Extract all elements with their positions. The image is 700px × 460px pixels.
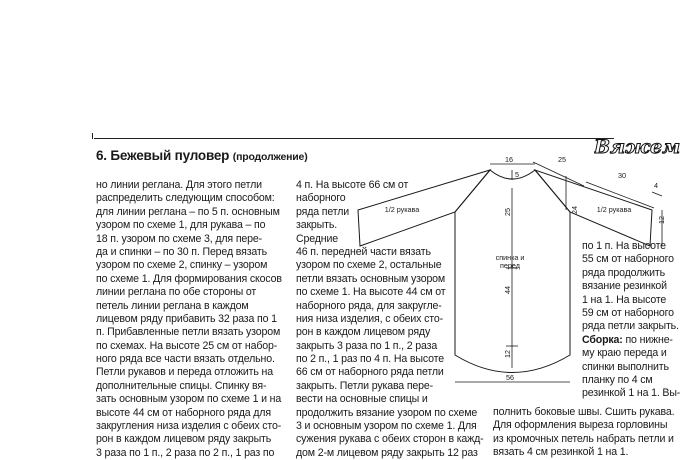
left-sleeve-outline <box>358 170 490 246</box>
text-line: ряда петли закрыть. <box>582 320 679 333</box>
text-line: по схемах. На высоте 25 см от набор- <box>96 339 278 352</box>
text-line: вязание резинкой <box>582 280 667 293</box>
text-line: продолжить вязание узором по схеме <box>296 406 478 419</box>
text-line: спинки выполнить <box>582 360 669 373</box>
sleeve-length-value: 30 <box>618 171 626 180</box>
text-line: 4 п. На высоте 66 см от <box>296 179 409 191</box>
brand-heading: Вяжем <box>594 136 681 158</box>
text-line: вязать 4 см резинкой 1 на 1. <box>493 446 629 459</box>
body-width-value: 56 <box>506 373 514 382</box>
text-line: Для оформления выреза горловины <box>493 419 668 432</box>
header-rule <box>94 138 614 139</box>
assembly-text: по нижне- <box>622 333 673 346</box>
text-line: петли вязать основным узором <box>296 272 446 285</box>
text-line: узором по схеме 2, остальные <box>296 259 442 272</box>
text-line: сужения рукава с обеих сторон в кажд- <box>296 433 484 446</box>
cuff-border-value: 4 <box>654 181 658 190</box>
text-line: для линии реглана – по 5 п. основным <box>96 205 280 218</box>
right-sleeve-label: 1/2 рукава <box>596 205 632 214</box>
text-line: полнить боковые швы. Сшить рукава. <box>493 406 675 418</box>
text-column-4 <box>582 240 680 401</box>
text-line: линии реглана по обе стороны от <box>96 286 257 299</box>
text-line: Петли рукавов и переда отложить на <box>96 366 273 379</box>
section-title-text: 6. Бежевый пуловер <box>96 148 230 163</box>
text-line: ния низа изделия, с обеих сто- <box>296 312 443 325</box>
text-column-1 <box>96 179 282 460</box>
raglan-length-dim <box>533 162 584 186</box>
text-line: ряда петли <box>296 205 350 218</box>
text-line: планку по 4 см <box>582 373 653 386</box>
text-line: ного ряда все части вязать отдельно. <box>96 353 275 366</box>
section-title <box>96 148 308 163</box>
text-column-3 <box>493 406 674 460</box>
text-line: закрыть. Петли рукава пере- <box>296 379 434 392</box>
text-line: вести на основные спицы и <box>296 393 428 406</box>
text-line: дополнительные спицы. Спинку вя- <box>96 379 267 392</box>
section-subtitle: (продолжение) <box>232 151 308 163</box>
text-line: по схеме 1. На высоте 44 см от <box>296 286 446 299</box>
text-line: 3 и основным узором по схеме 1. Для <box>296 420 477 433</box>
left-sleeve-label: 1/2 рукава <box>384 205 420 214</box>
body-middle-value: 44 <box>503 286 512 294</box>
text-line: по схеме 1. Для формирования скосов <box>96 272 282 285</box>
text-line: рон в каждом лицевом ряду <box>296 326 431 339</box>
text-line: по 2 п., 1 раз по 4 п. На высоте <box>296 353 444 366</box>
text-line: резинкой 1 на 1. Вы- <box>582 387 681 400</box>
text-line: узором по схеме 1, для рукава – по <box>96 219 266 232</box>
text-line: зать основным узором по схеме 1 и на <box>96 393 282 406</box>
raglan-length-value: 25 <box>558 155 566 164</box>
text-line: лицевом ряду прибавить 32 раза по 1 <box>96 312 277 325</box>
text-line: Средние <box>296 232 338 245</box>
text-line: 55 см от наборного <box>582 253 674 266</box>
text-line: 18 п. узором по схеме 3, для пере- <box>96 232 263 245</box>
text-line: дом 2-м лицевом ряду закрыть 12 раз <box>296 446 478 459</box>
text-line <box>582 334 680 347</box>
text-line: закрыть. <box>296 219 338 232</box>
text-line: распределить следующим способом: <box>96 192 275 205</box>
text-line: 1 на 1. На высоте <box>582 293 667 306</box>
text-line: закругления низа изделия с обеих сто- <box>96 420 282 433</box>
text-line: но линии реглана. Для этого петли <box>96 179 262 191</box>
text-line: петель линии реглана в каждом <box>96 299 249 312</box>
text-line: му краю переда и <box>582 347 667 360</box>
text-line: п. Прибавленные петли вязать узором <box>96 326 281 339</box>
body-label: спинка и перед <box>495 253 525 270</box>
text-line: наборного ряда, для закругле- <box>296 299 442 312</box>
cuff-width-value: 12 <box>657 216 666 224</box>
raglan-height-value: 24 <box>570 206 579 214</box>
text-line: 3 раза по 1 п., 2 раза по 2 п., 1 раз по <box>96 446 275 459</box>
text-line: по 1 п. На высоте <box>582 240 666 252</box>
neck-depth-value: 5 <box>515 170 519 179</box>
text-line: 46 п. передней части вязать <box>296 245 431 258</box>
header-rule-cap <box>92 133 101 139</box>
cuff-border-dim <box>652 192 662 196</box>
body-upper-value: 25 <box>503 208 512 216</box>
assembly-label: Сборка: <box>582 333 623 346</box>
text-line: 59 см от наборного <box>582 306 674 319</box>
text-line: из кромочных петель набрать петли и <box>493 432 674 445</box>
text-line: высоте 44 см от наборного ряда для <box>96 406 271 419</box>
text-line: рон в каждом лицевом ряду закрыть <box>96 433 272 446</box>
text-line: 66 см от наборного ряда петли <box>296 366 444 379</box>
text-line: закрыть 3 раза по 1 п., 2 раза <box>296 339 438 352</box>
text-line: да и спинки – по 30 п. Перед вязать <box>96 245 267 258</box>
text-line: наборного <box>296 192 346 205</box>
body-lower-value: 12 <box>503 350 512 358</box>
text-line: узором по схеме 2, спинку – узором <box>96 259 268 272</box>
text-line: ряда продолжить <box>582 266 665 279</box>
body-outline <box>455 170 570 373</box>
neck-width-value: 16 <box>505 155 513 164</box>
